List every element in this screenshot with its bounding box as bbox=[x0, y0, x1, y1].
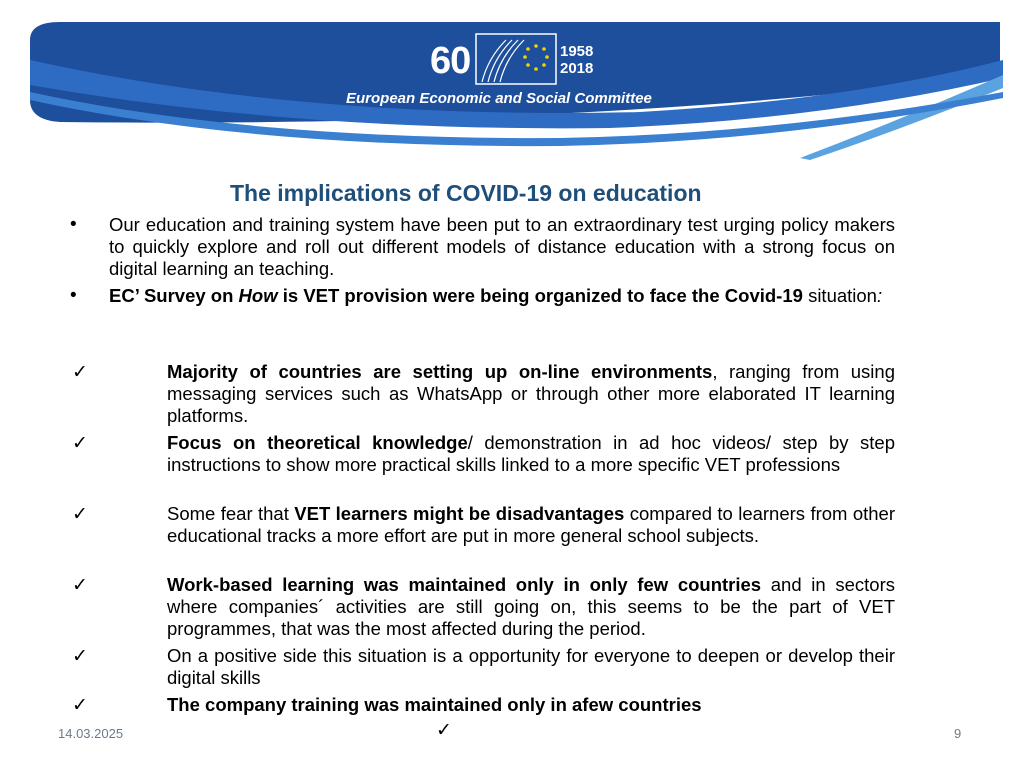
bullet-2-italic: How bbox=[238, 285, 278, 306]
check-1-text: , ranging from using messaging services such as WhatsApp or through other more elaborated IT learning platforms. bbox=[167, 361, 895, 426]
footer-date: 14.03.2025 bbox=[58, 726, 124, 741]
bullet-icon: • bbox=[70, 285, 77, 306]
bullet-2-tail: situation bbox=[808, 285, 877, 306]
check-icon: ✓ bbox=[72, 695, 88, 716]
bullet-2-bold-a: EC’ Survey on bbox=[109, 285, 239, 306]
check-item-4 bbox=[167, 574, 895, 640]
check-2-text: / demonstration in ad hoc videos/ step by step instructions to show more practical skills linked to a more specific VET professions bbox=[167, 432, 895, 475]
check-icon: ✓ bbox=[72, 575, 88, 596]
organization-name: European Economic and Social Committee bbox=[346, 90, 652, 107]
check-4-bold: Work-based learning was maintained only in only few countries bbox=[167, 574, 762, 595]
check-2-bold: Focus on theoretical knowledge bbox=[167, 432, 468, 453]
year-end: 2018 bbox=[560, 60, 594, 77]
bullet-text-1: Our education and training system have been put to an extraordinary test urging policy makers to quickly explore and roll out different models of distance education with a strong focus on digital learning an teaching. bbox=[109, 214, 895, 279]
anniversary-number: 60 bbox=[430, 40, 471, 82]
check-3-text: compared to learners from other educational tracks a more effort are put in more general school subjects. bbox=[167, 503, 896, 546]
check-icon: ✓ bbox=[72, 362, 88, 383]
check-icon: ✓ bbox=[436, 720, 452, 741]
bullet-2-bold-b: is VET provision were being organized to face the Covid-19 bbox=[277, 285, 803, 306]
page-number: 9 bbox=[954, 726, 962, 741]
banner-background bbox=[0, 0, 1024, 165]
check-4-text: and in sectors where companies´ activities are still going on, this seems to be the part of VET programmes, that was the most affected during the period. bbox=[167, 574, 895, 639]
check-item-2 bbox=[167, 432, 895, 476]
check-1-bold: Majority of countries are setting up on-line environments bbox=[167, 361, 713, 382]
header-banner bbox=[0, 0, 1024, 165]
bullet-icon: • bbox=[70, 214, 77, 235]
check-icon: ✓ bbox=[72, 646, 88, 667]
check-item-6 bbox=[167, 694, 895, 716]
bullet-2-colon: : bbox=[876, 285, 883, 306]
check-item-3 bbox=[167, 503, 895, 547]
check-item-1 bbox=[167, 361, 895, 427]
check-icon: ✓ bbox=[72, 433, 88, 454]
year-start: 1958 bbox=[560, 43, 594, 60]
check-3-pre: Some fear that bbox=[167, 503, 295, 524]
check-6-bold: The company training was maintained only in afew countries bbox=[167, 694, 702, 715]
check-3-bold: VET learners might be disadvantages bbox=[294, 503, 625, 524]
anniversary-years bbox=[560, 43, 593, 77]
slide-title: The implications of COVID-19 on education bbox=[230, 180, 702, 206]
bullet-text-2 bbox=[109, 285, 895, 307]
check-item-5: On a positive side this situation is a opportunity for everyone to deepen or develop their digital skills bbox=[167, 645, 895, 688]
check-icon: ✓ bbox=[72, 504, 88, 525]
